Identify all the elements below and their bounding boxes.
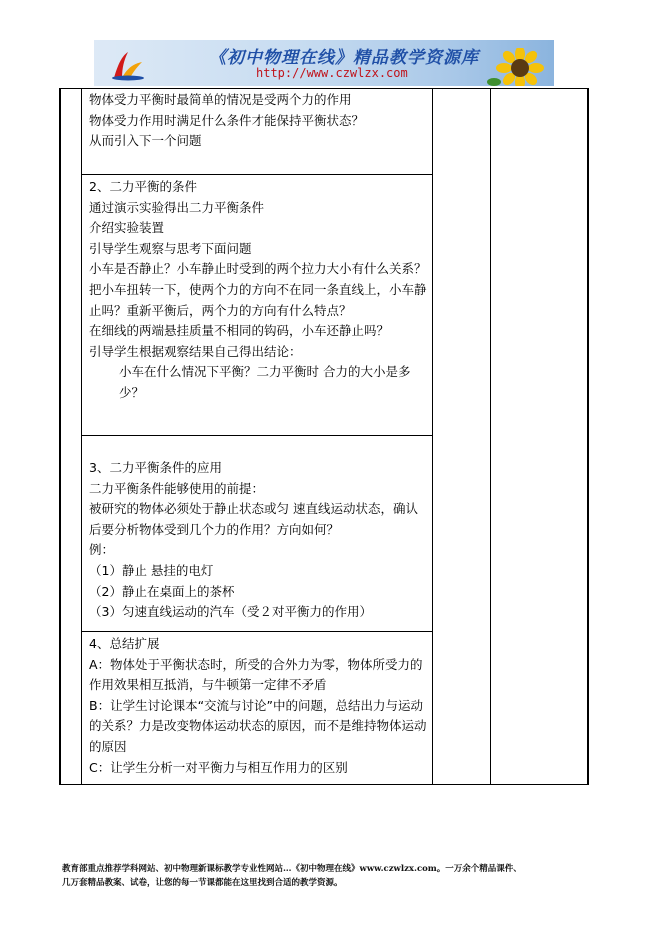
section-heading: 3、二力平衡条件的应用 <box>89 460 222 475</box>
text-line: 二力平衡条件能够使用的前提： <box>89 480 265 496</box>
text-line: 把小车扭转一下，使两个力的方向不在同一条直线上，小车静止吗？重新平衡后，两个力的方向有什么特点？ <box>89 281 427 318</box>
table-bottom-border <box>59 784 589 785</box>
table-left-border <box>59 88 61 785</box>
banner-url[interactable]: http://www.czwlzx.com <box>256 66 408 80</box>
text-line: 小车是否静止？小车静止时受到的两个拉力大小有什么关系？ <box>89 261 427 277</box>
lesson-table <box>59 88 589 785</box>
text-line: 物体受力平衡时最简单的情况是受两个力的作用 <box>89 92 352 107</box>
banner-title: 《初中物理在线》精品教学资源库 <box>209 48 479 68</box>
sunflower-icon <box>486 48 550 86</box>
text-line: 被研究的物体必须处于静止状态或匀 速直线运动状态，确认后要分析物体受到几个力的作用？方向如何？ <box>89 501 418 537</box>
section-heading: 4、总结扩展 <box>89 636 160 651</box>
section-summary <box>89 634 430 778</box>
header-banner <box>94 40 554 86</box>
text-line: （2）静止在桌面上的茶杯 <box>89 583 235 599</box>
footer-line: 教育部重点推荐学科网站、初中物理新课标教学专业性网站…《初中物理在线》www.czwlzx.com。一万余个精品课件、 <box>62 864 522 874</box>
text-line: C：让学生分析一对平衡力与相互作用力的区别 <box>89 759 348 775</box>
section-balance-conditions <box>89 177 430 404</box>
page-footer <box>62 862 622 890</box>
table-top-border <box>59 88 589 89</box>
section-heading: 2、二力平衡的条件 <box>89 179 197 194</box>
text-line: B：让学生讨论课本“交流与讨论”中的问题，总结出力与运动的关系？力是改变物体运动状态的原因，而不是维持物体运动的原因 <box>89 697 427 754</box>
text-line: 从而引入下一个问题 <box>89 133 202 149</box>
text-line: 引导学生根据观察结果自己得出结论： <box>89 343 302 359</box>
text-line: 例： <box>89 542 115 558</box>
row-divider <box>81 435 433 436</box>
row-divider <box>81 631 433 632</box>
column-divider <box>432 88 433 785</box>
text-line: A：物体处于平衡状态时，所受的合外力为零，物体所受力的作用效果相互抵消，与牛顿第一定律不矛盾 <box>89 656 423 693</box>
text-line: （3）匀速直线运动的汽车（受２对平衡力的作用） <box>89 604 372 620</box>
footer-line: 几万套精品教案、试卷，让您的每一节课都能在这里找到合适的教学资源。 <box>62 878 343 888</box>
text-line: 在细线的两端悬挂质量不相同的钩码，小车还静止吗？ <box>89 323 390 339</box>
text-line: 通过演示实验得出二力平衡条件 <box>89 199 265 215</box>
section-balance-application <box>89 458 430 623</box>
row-divider <box>81 174 433 175</box>
table-right-border <box>587 88 589 785</box>
section-intro <box>89 90 430 152</box>
text-line: 引导学生观察与思考下面问题 <box>89 240 252 256</box>
text-line: 物体受力作用时满足什么条件才能保持平衡状态？ <box>89 112 365 128</box>
text-line: （1）静止 悬挂的电灯 <box>89 562 214 578</box>
column-divider <box>490 88 491 785</box>
column-divider <box>81 88 82 785</box>
text-line: 介绍实验装置 <box>89 220 165 236</box>
text-line: 小车在什么情况下平衡？二力平衡时 合力的大小是多少？ <box>119 364 411 400</box>
site-logo-icon <box>110 46 146 82</box>
